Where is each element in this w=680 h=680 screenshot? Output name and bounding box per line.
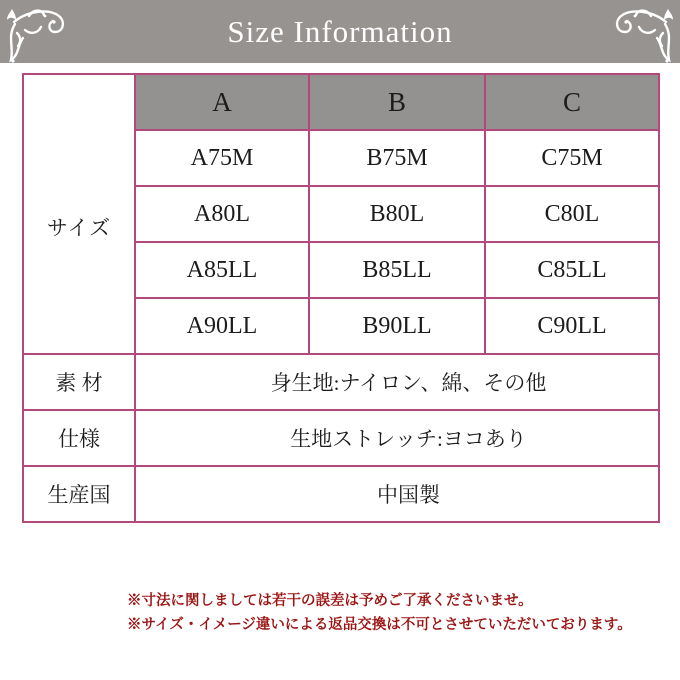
size-value: C80L [485, 186, 659, 242]
note-line: ※寸法に関しましては若干の誤差は予めご了承くださいませ。 [127, 593, 533, 609]
size-value: A75M [135, 130, 309, 186]
material-row [23, 354, 659, 410]
column-header-b: B [309, 74, 485, 130]
size-value: A85LL [135, 242, 309, 298]
size-value: C75M [485, 130, 659, 186]
spec-label: 仕様 [23, 410, 135, 466]
table-header-row [23, 74, 659, 130]
spec-value: 生地ストレッチ:ヨコあり [135, 410, 659, 466]
column-header-c: C [485, 74, 659, 130]
column-header-a: A [135, 74, 309, 130]
country-label: 生産国 [23, 466, 135, 522]
page-title: Size Information [227, 13, 453, 49]
size-value: C85LL [485, 242, 659, 298]
country-row [23, 466, 659, 522]
material-label: 素 材 [23, 354, 135, 410]
size-label-cell: サイズ [23, 74, 135, 354]
material-value: 身生地:ナイロン、綿、その他 [135, 354, 659, 410]
size-information-banner [0, 0, 680, 63]
country-value: 中国製 [135, 466, 659, 522]
note-line: ※サイズ・イメージ違いによる返品交換は不可とさせていただいております。 [127, 616, 632, 633]
disclaimer-notes [127, 590, 680, 637]
size-value: B80L [309, 186, 485, 242]
size-value: B90LL [309, 298, 485, 354]
size-value: C90LL [485, 298, 659, 354]
size-value: B75M [309, 130, 485, 186]
size-value: A90LL [135, 298, 309, 354]
size-value: B85LL [309, 242, 485, 298]
size-value: A80L [135, 186, 309, 242]
spec-row [23, 410, 659, 466]
size-information-table [22, 73, 660, 523]
